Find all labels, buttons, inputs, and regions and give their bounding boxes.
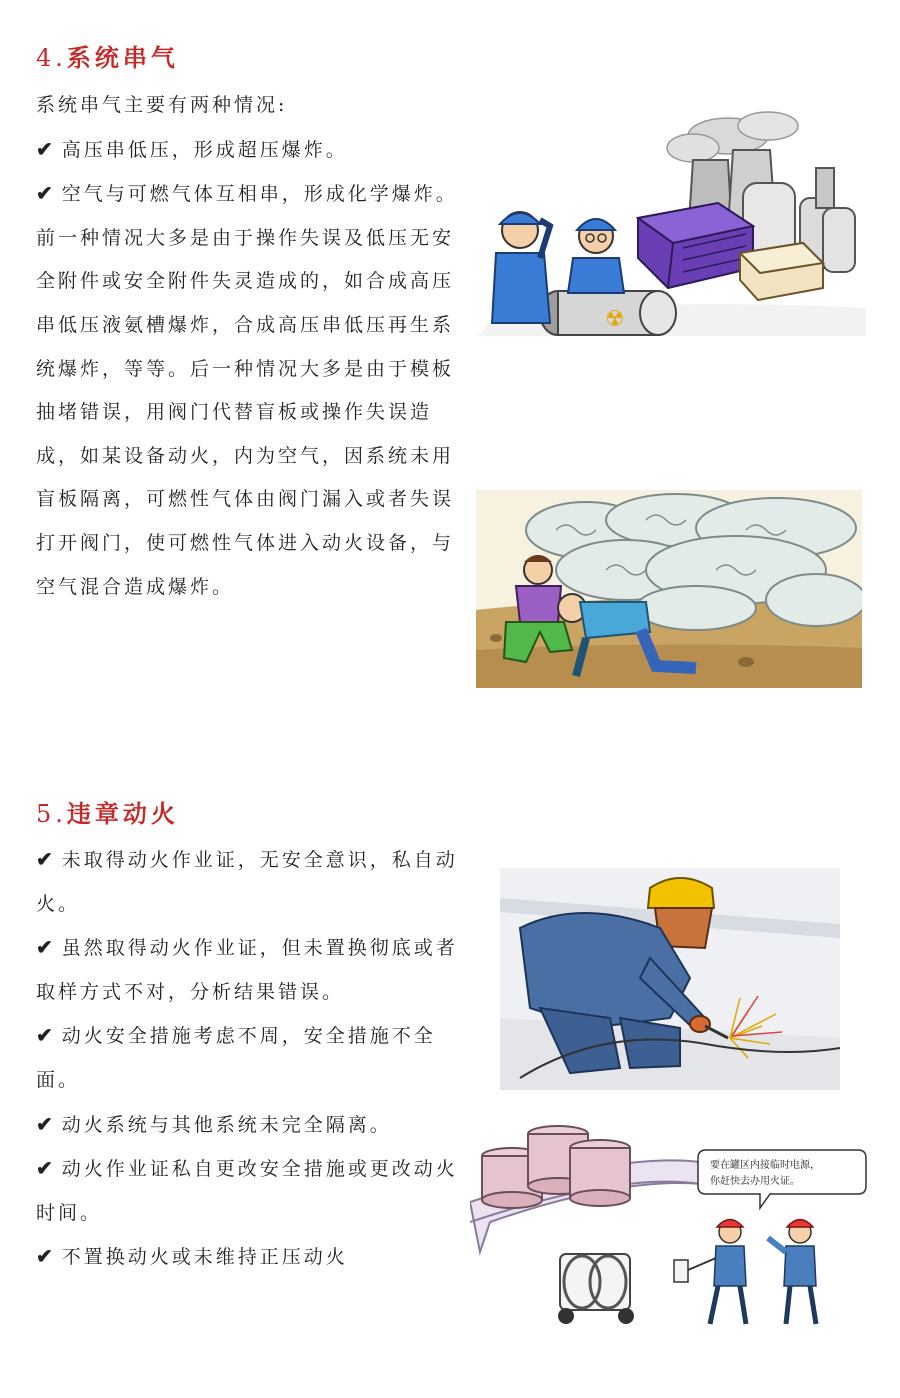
section-4-explanation: 前一种情况大多是由于操作失误及低压无安全附件或安全附件失灵造成的，如合成高压串低压液氨槽爆炸，合成高压串低压再生系统爆炸，等等。后一种情况大多是由于模板抽堵错误，用阀门代替盲板或操作失误造成，如某设备动火，内为空气，因系统未用盲板隔离，可燃性气体由阀门漏入或者失误打开阀门，使可燃性气体进入动火设备，与空气混合造成爆炸。 xyxy=(36,226,455,598)
section-4-title-text: 系统串气 xyxy=(66,43,179,72)
section-5-number: 5. xyxy=(36,800,67,828)
section-5-bullet-6-text: 不置换动火或未维持正压动火 xyxy=(61,1246,348,1269)
section-4-body xyxy=(36,84,466,609)
section-5-bullet-5-text: 动火作业证私自更改安全措施或更改动火时间。 xyxy=(36,1158,458,1224)
checkmark-icon: ✔ xyxy=(36,847,56,871)
section-5-bullet-2 xyxy=(36,926,466,1014)
section-5-bullet-1 xyxy=(36,838,466,926)
section-5-title xyxy=(36,794,179,829)
checkmark-icon: ✔ xyxy=(36,181,56,206)
checkmark-icon: ✔ xyxy=(36,1023,56,1048)
section-5-bullet-5 xyxy=(36,1147,466,1235)
section-4-number: 4. xyxy=(36,44,67,72)
section-4-bullet-2 xyxy=(36,172,466,217)
section-5-bullet-2-text: 虽然取得动火作业证，但未置换彻底或者取样方式不对，分析结果错误。 xyxy=(36,937,458,1003)
section-5-bullet-4 xyxy=(36,1103,466,1148)
section-5-title-text: 违章动火 xyxy=(66,799,179,828)
checkmark-icon: ✔ xyxy=(36,1111,56,1136)
checkmark-icon: ✔ xyxy=(36,935,56,960)
section-5-bullet-1-text: 未取得动火作业证，无安全意识，私自动火。 xyxy=(36,849,458,915)
speech-bubble-line-1: 要在罐区内接临时电源， xyxy=(710,1160,820,1171)
section-5-bullet-3-text: 动火安全措施考虑不周，安全措施不全面。 xyxy=(36,1025,436,1091)
section-5-bullet-4-text: 动火系统与其他系统未完全隔离。 xyxy=(61,1113,392,1136)
factory-workers-illustration xyxy=(478,108,870,336)
speech-bubble-line-2: 你赶快去办用火证。 xyxy=(710,1176,800,1187)
section-4-bullet-2-text: 空气与可燃气体互相串，形成化学爆炸。 xyxy=(61,183,458,206)
checkmark-icon: ✔ xyxy=(36,136,56,161)
checkmark-icon: ✔ xyxy=(36,1244,56,1269)
section-4-bullet-1-text: 高压串低压，形成超压爆炸。 xyxy=(61,138,348,161)
section-4-intro: 系统串气主要有两种情况: xyxy=(36,94,288,116)
section-4-bullet-1 xyxy=(36,128,466,173)
tank-area-illustration xyxy=(470,1112,870,1344)
section-5-body xyxy=(36,838,466,1280)
section-5-bullet-3 xyxy=(36,1014,466,1102)
welder-illustration xyxy=(500,868,840,1090)
section-4-title xyxy=(36,38,179,73)
section-5-bullet-6 xyxy=(36,1235,466,1280)
gas-leak-illustration xyxy=(476,490,862,688)
hazard-symbol-icon: ☢ xyxy=(605,307,625,332)
checkmark-icon: ✔ xyxy=(36,1156,56,1181)
